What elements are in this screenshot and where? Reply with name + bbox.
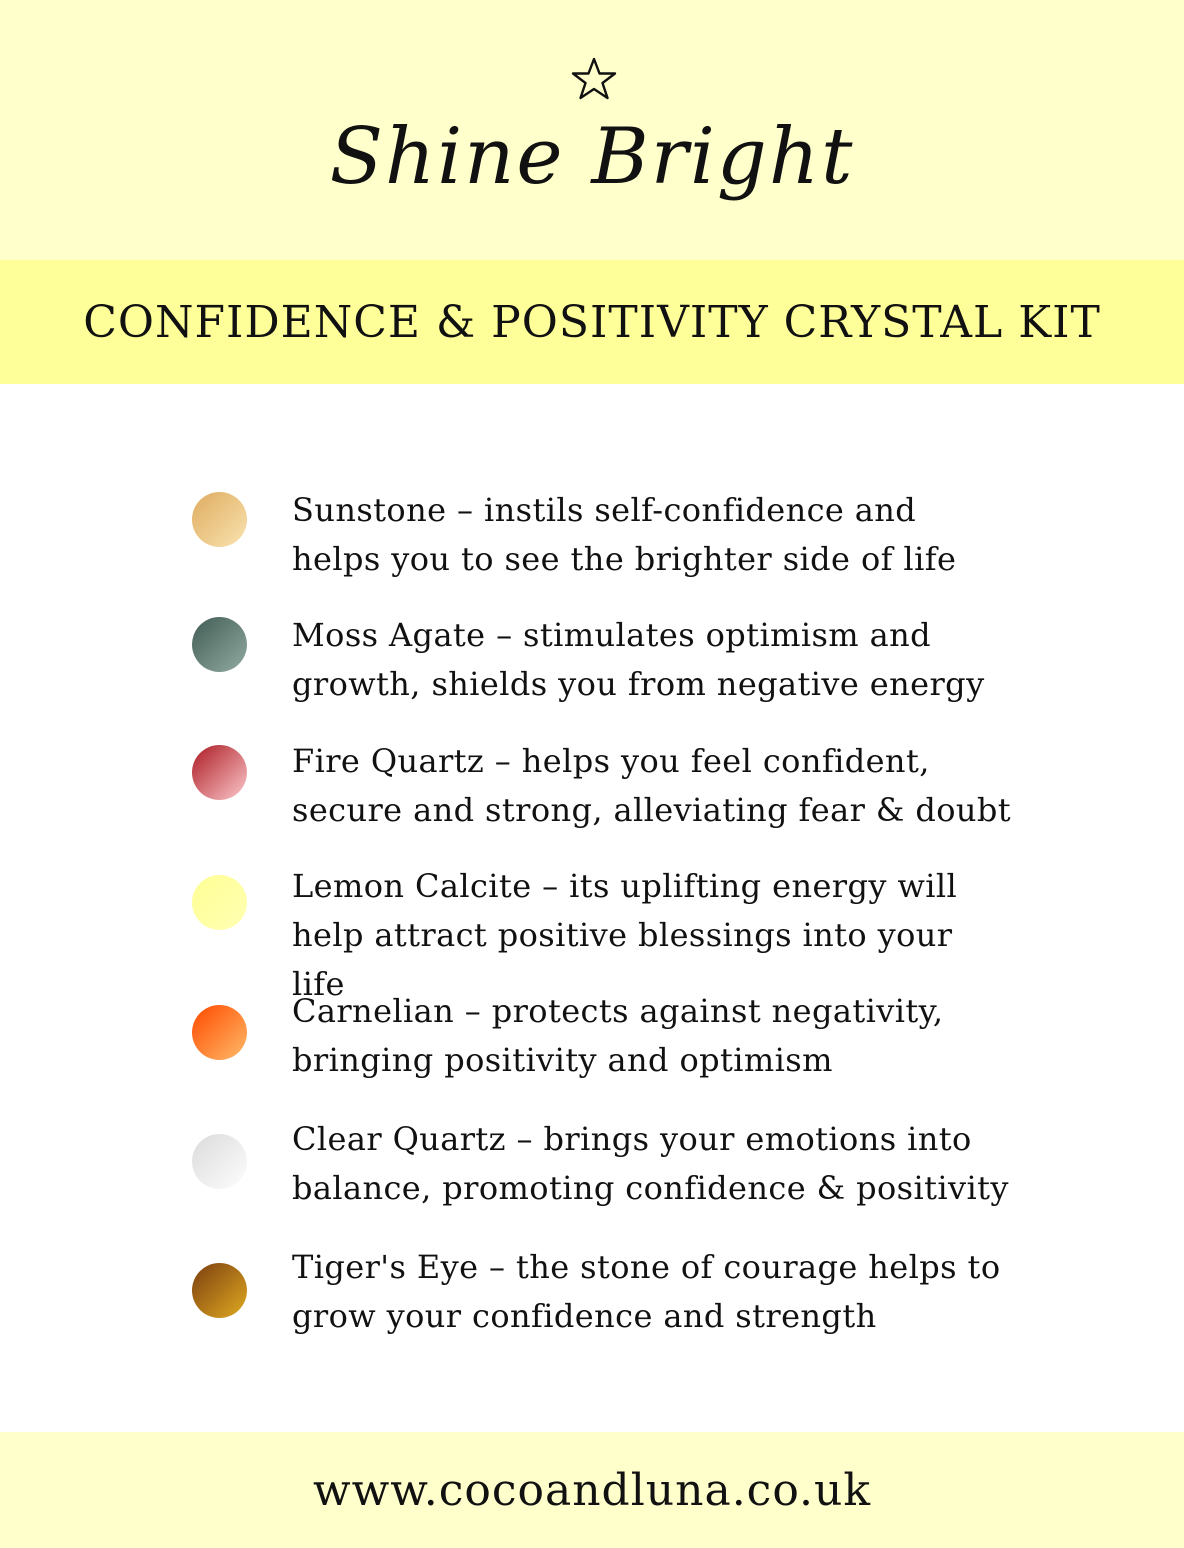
crystal-description: Tiger's Eye – the stone of courage helps to grow your confidence and strength xyxy=(292,1248,1001,1335)
crystal-description: Carnelian – protects against negativity, bringing positivity and optimism xyxy=(292,992,944,1079)
script-title: Shine Bright xyxy=(329,112,855,202)
website-link[interactable]: www.cocoandluna.co.uk xyxy=(312,1464,872,1516)
header-band xyxy=(0,0,1184,260)
crystal-description: Lemon Calcite – its uplifting energy will help attract positive blessings into your life xyxy=(292,867,958,1003)
crystal-item-fire-quartz xyxy=(190,742,1020,855)
crystal-item-lemon-calcite xyxy=(190,867,1020,1003)
lemon-calcite-swatch xyxy=(192,875,247,930)
crystal-description: Clear Quartz – brings your emotions into balance, promoting confidence & positivity xyxy=(292,1120,1009,1207)
crystal-description: Moss Agate – stimulates optimism and growth, shields you from negative energy xyxy=(292,616,985,703)
sunstone-swatch xyxy=(192,492,247,547)
subtitle-band xyxy=(0,260,1184,384)
clear-quartz-swatch xyxy=(192,1134,247,1189)
crystal-item-sunstone xyxy=(190,492,1020,602)
crystal-item-clear-quartz xyxy=(190,1120,1020,1244)
crystal-description: Sunstone – instils self-confidence and helps you to see the brighter side of life xyxy=(292,491,957,578)
tigers-eye-swatch xyxy=(192,1263,247,1318)
star-outline-icon xyxy=(569,56,619,102)
kit-title: CONFIDENCE & POSITIVITY CRYSTAL KIT xyxy=(83,296,1101,348)
crystal-item-tigers-eye xyxy=(190,1248,1020,1373)
moss-agate-swatch xyxy=(192,617,247,672)
fire-quartz-swatch xyxy=(192,745,247,800)
crystal-description: Fire Quartz – helps you feel confident, secure and strong, alleviating fear & doubt xyxy=(292,742,1012,829)
crystal-item-carnelian xyxy=(190,992,1020,1115)
footer-band xyxy=(0,1432,1184,1548)
carnelian-swatch xyxy=(192,1005,247,1060)
crystal-item-moss-agate xyxy=(190,617,1020,727)
